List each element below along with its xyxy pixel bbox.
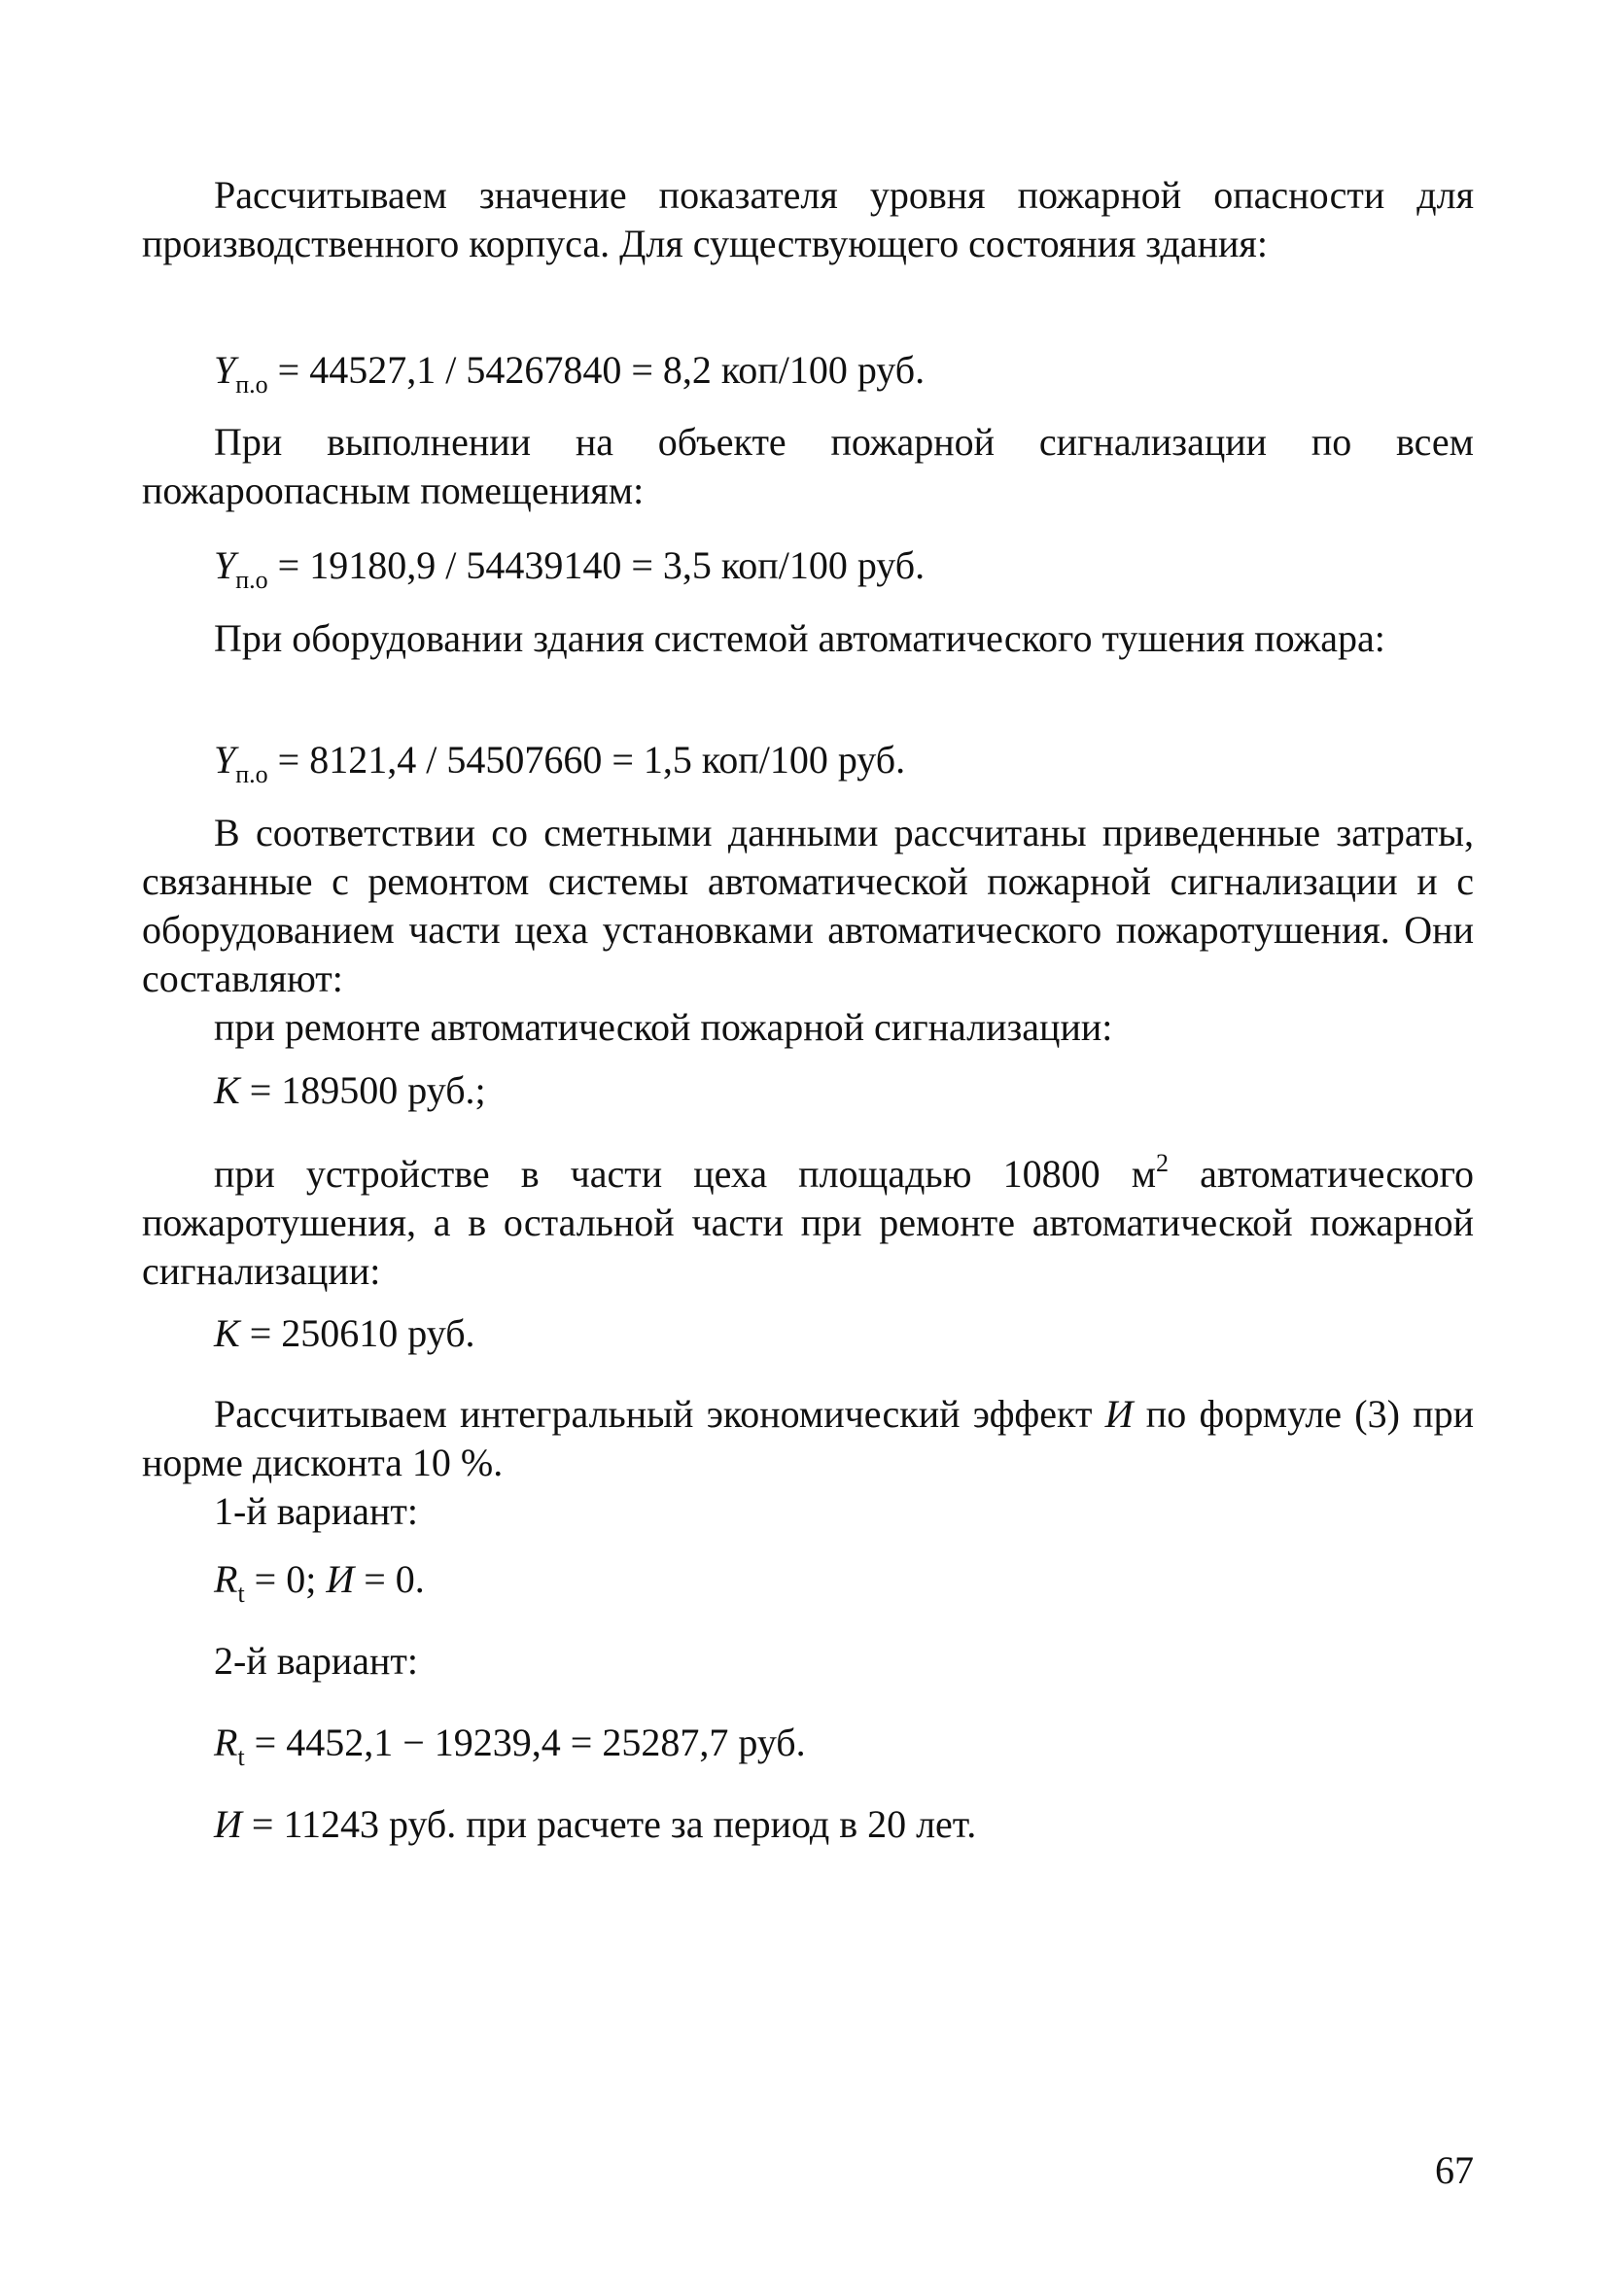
formula-expression: = 189500 руб.; [239, 1068, 486, 1112]
paragraph-text: по формуле (3) при норме дисконта 10 %. [142, 1392, 1474, 1484]
paragraph-extinguishing: При оборудовании здания системой автоматического тушения пожара: [214, 616, 1385, 660]
formula-expression: = 19180,9 / 54439140 = 3,5 коп/100 руб. [267, 543, 926, 587]
formula-symbol: R [214, 1557, 238, 1601]
formula-variant-2-r [142, 1719, 1474, 1771]
formula-symbol: K [214, 1068, 240, 1112]
text-block-9 [142, 1150, 1474, 1296]
formula-expression: = 0; [244, 1557, 327, 1601]
paragraph-integral-effect [142, 1390, 1474, 1487]
formula-k-repair [142, 1066, 1474, 1115]
formula-symbol: Y [214, 738, 236, 782]
variant-2-label: 2-й вариант: [214, 1639, 418, 1683]
paragraph-costs: В соответствии со сметными данными рассчитаны приведенные затраты, связанные с ремонтом системы автоматической пожарной сигнализации и с оборудованием части цеха установками автоматического пожаротушения. Они составляют: [142, 811, 1474, 1000]
formula-expression: = 8121,4 / 54507660 = 1,5 коп/100 руб. [267, 738, 906, 782]
text-block-5 [142, 614, 1474, 663]
text-block-3 [142, 418, 1474, 515]
text-block-2 [142, 346, 1474, 399]
text-block-8 [142, 1066, 1474, 1115]
formula-variant-2-i [142, 1800, 1474, 1849]
text-block-11 [142, 1390, 1474, 1536]
variant-1-label: 1-й вариант: [214, 1489, 418, 1533]
paragraph-text: Рассчитываем интегральный экономический эффект [214, 1392, 1105, 1436]
paragraph-text: при устройстве в части цеха площадью 10800 м [214, 1152, 1157, 1196]
formula-expression: = 44527,1 / 54267840 = 8,2 коп/100 руб. [267, 348, 926, 392]
formula-expression: = 0. [354, 1557, 425, 1601]
paragraph-installation [142, 1150, 1474, 1296]
text-block-12 [142, 1555, 1474, 1608]
formula-variant-1 [142, 1555, 1474, 1608]
text-block-1 [142, 171, 1474, 268]
superscript: 2 [1156, 1149, 1170, 1177]
formula-y-extinguishing [142, 736, 1474, 788]
formula-y-existing [142, 346, 1474, 399]
formula-symbol: Y [214, 348, 236, 392]
formula-subscript: п.о [235, 566, 268, 594]
effect-symbol: И [1104, 1392, 1134, 1436]
text-block-14 [142, 1719, 1474, 1771]
formula-symbol: R [214, 1721, 238, 1764]
text-block-7 [142, 809, 1474, 1052]
formula-symbol: И [326, 1557, 355, 1601]
page-number: 67 [1435, 2148, 1474, 2192]
formula-symbol: K [214, 1311, 240, 1355]
formula-expression: = 4452,1 − 19239,4 = 25287,7 руб. [244, 1721, 806, 1764]
formula-subscript: t [237, 1580, 245, 1608]
paragraph-repair: при ремонте автоматической пожарной сигнализации: [214, 1005, 1113, 1049]
formula-subscript: п.о [235, 370, 268, 399]
text-block-10 [142, 1309, 1474, 1358]
text-block-13 [142, 1637, 1474, 1686]
text-block-6 [142, 736, 1474, 788]
text-block-15 [142, 1800, 1474, 1849]
formula-expression: = 11243 руб. при расчете за период в 20 лет. [241, 1802, 977, 1846]
formula-symbol: Y [214, 543, 236, 587]
formula-y-signaling [142, 541, 1474, 594]
formula-symbol: И [214, 1802, 242, 1846]
formula-subscript: п.о [235, 760, 268, 788]
paragraph-hazard-calc: Рассчитываем значение показателя уровня пожарной опасности для производственного корпуса. Для существующего состояния здания: [142, 173, 1474, 265]
text-block-4 [142, 541, 1474, 594]
formula-expression: = 250610 руб. [239, 1311, 475, 1355]
formula-k-installation [142, 1309, 1474, 1358]
formula-subscript: t [237, 1743, 245, 1771]
paragraph-signaling: При выполнении на объекте пожарной сигнализации по всем пожароопасным помещениям: [142, 420, 1474, 512]
paragraph-text: автоматического пожаротушения, а в остальной части при ремонте автоматической пожарной сигнализации: [142, 1152, 1474, 1293]
